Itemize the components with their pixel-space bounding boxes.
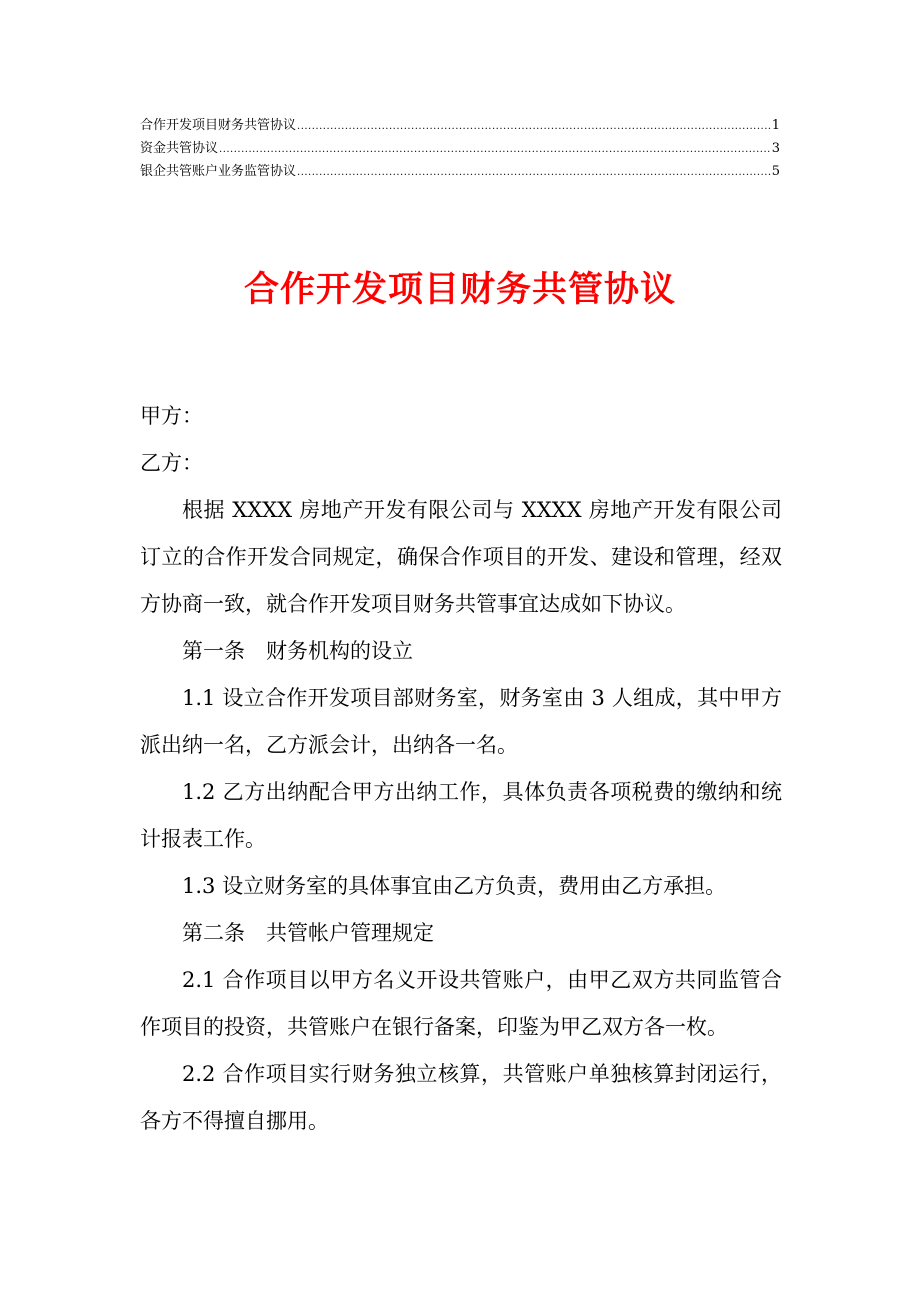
clause-paragraph: 1.3 设立财务室的具体事宜由乙方负责，费用由乙方承担。 bbox=[182, 874, 727, 898]
document-title: 合作开发项目财务共管协议 bbox=[243, 269, 676, 310]
table-of-contents bbox=[140, 114, 780, 183]
toc-entry-title: 合作开发项目财务共管协议 bbox=[140, 118, 297, 133]
article-heading: 第二条 共管帐户管理规定 bbox=[182, 921, 434, 945]
clause-paragraph: 2.1 合作项目以甲方名义开设共管账户，由甲乙双方共同监管合作项目的投资，共管账户在银行备案，印鉴为甲乙双方各一枚。 bbox=[140, 968, 782, 1039]
toc-entry-title: 资金共管协议 bbox=[140, 141, 219, 156]
party-a-label: 甲方： bbox=[140, 404, 203, 428]
toc-entry-page: 5 bbox=[771, 164, 780, 179]
toc-leader-dots bbox=[219, 138, 771, 160]
clause-paragraph: 2.2 合作项目实行财务独立核算，共管账户单独核算封闭运行，各方不得擅自挪用。 bbox=[140, 1062, 782, 1133]
toc-entry-title: 银企共管账户业务监管协议 bbox=[140, 164, 297, 179]
toc-entry[interactable] bbox=[140, 114, 780, 137]
toc-leader-dots bbox=[297, 161, 771, 183]
toc-entry-page: 3 bbox=[771, 141, 780, 156]
toc-leader-dots bbox=[297, 115, 771, 137]
toc-entry[interactable] bbox=[140, 137, 780, 160]
article-heading: 第一条 财务机构的设立 bbox=[182, 639, 413, 663]
clause-paragraph: 1.2 乙方出纳配合甲方出纳工作，具体负责各项税费的缴纳和统计报表工作。 bbox=[140, 780, 782, 851]
clause-paragraph: 1.1 设立合作开发项目部财务室，财务室由 3 人组成，其中甲方派出纳一名，乙方派会计，出纳各一名。 bbox=[140, 686, 782, 757]
document-body bbox=[140, 393, 782, 1145]
party-b-label: 乙方： bbox=[140, 451, 203, 475]
toc-entry-page: 1 bbox=[771, 118, 780, 133]
preamble-paragraph: 根据 XXXX 房地产开发有限公司与 XXXX 房地产开发有限公司订立的合作开发合同规定，确保合作项目的开发、建设和管理，经双方协商一致，就合作开发项目财务共管事宜达成如下协议。 bbox=[140, 498, 782, 616]
toc-entry[interactable] bbox=[140, 160, 780, 183]
